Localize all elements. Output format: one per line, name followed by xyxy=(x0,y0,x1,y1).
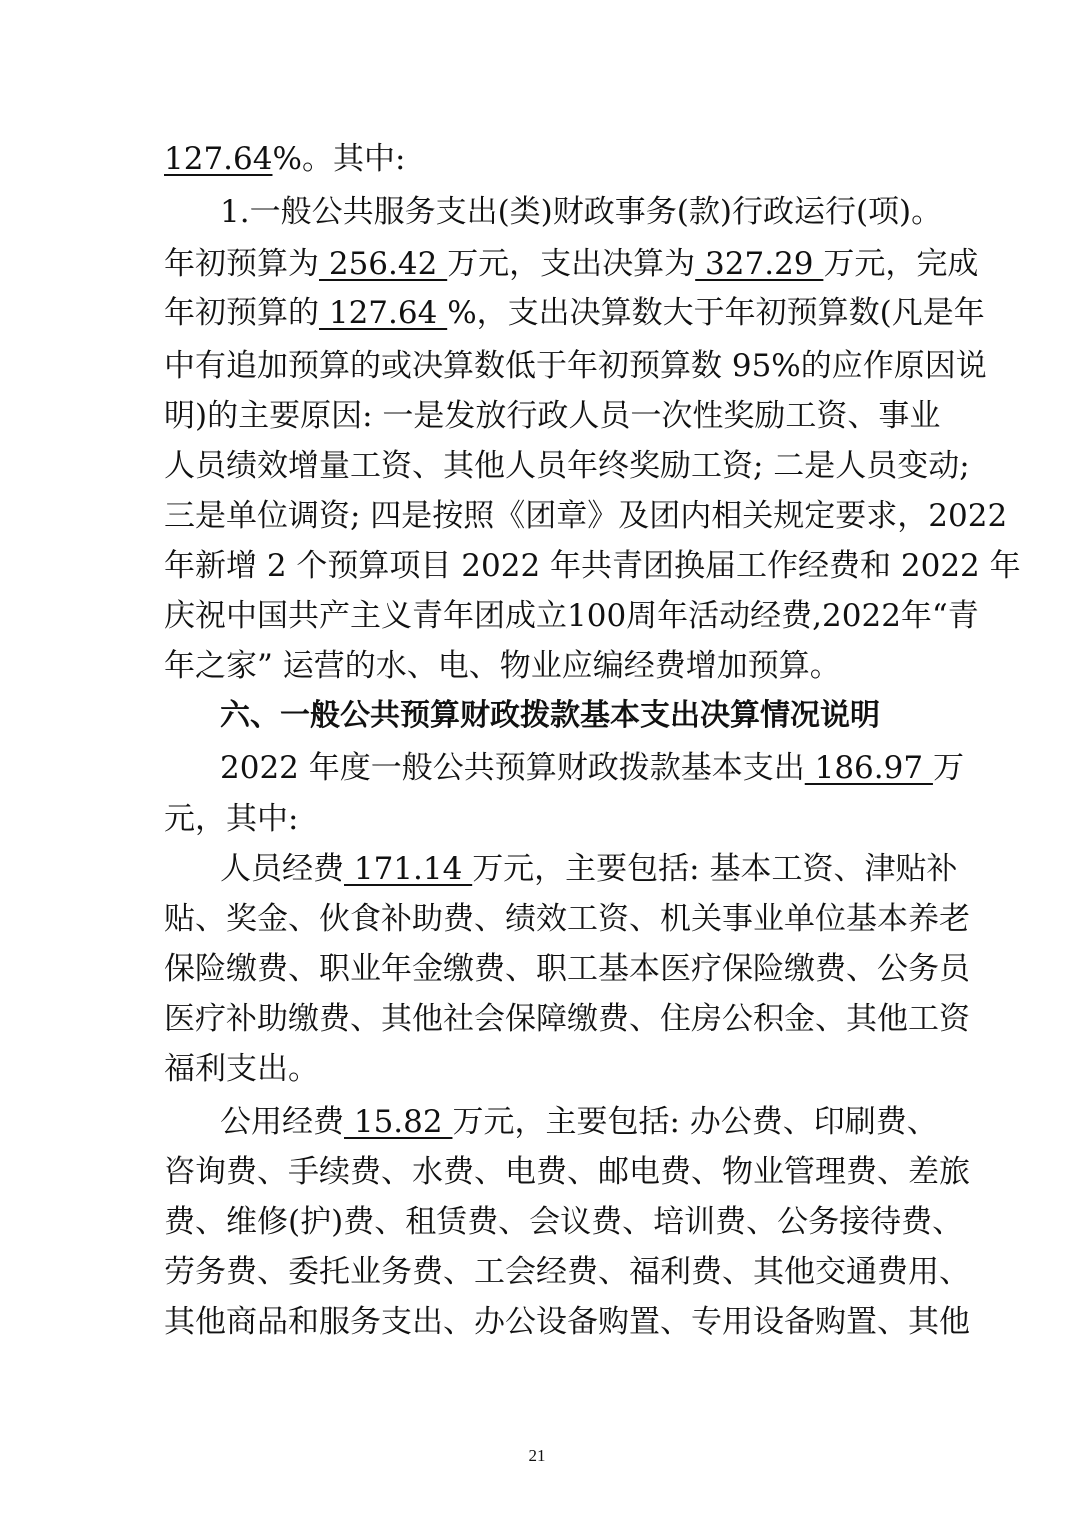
text-span: 公用经费 xyxy=(220,1104,344,1140)
text-line: 中有追加预算的或决算数低于年初预算数 95%的应作原因说 xyxy=(164,348,987,384)
amount-value: 256.42 xyxy=(319,246,448,282)
text-line: 元，其中: xyxy=(164,801,299,837)
text-line: 贴、奖金、伙食补助费、绩效工资、机关事业单位基本养老 xyxy=(164,901,970,937)
text-line xyxy=(164,287,985,339)
text-line: 年之家” 运营的水、电、物业应编经费增加预算。 xyxy=(164,648,841,684)
text-line: 明)的主要原因: 一是发放行政人员一次性奖励工资、事业 xyxy=(164,398,941,434)
text-span: 万元，完成 xyxy=(823,246,979,282)
page-number: 21 xyxy=(528,1446,546,1465)
text-line xyxy=(164,133,912,185)
text-line: 医疗补助缴费、其他社会保障缴费、住房公积金、其他工资 xyxy=(164,1001,970,1037)
text-span: %，支出决算数大于年初预算数(凡是年 xyxy=(447,295,985,331)
text-line: 人员绩效增量工资、其他人员年终奖励工资; 二是人员变动; xyxy=(164,448,970,484)
text-span: 年初预算为 xyxy=(164,246,319,282)
text-line: 其他商品和服务支出、办公设备购置、专用设备购置、其他 xyxy=(164,1304,970,1340)
amount-value: 127.64 xyxy=(164,141,273,177)
text-line: 福利支出。 xyxy=(164,1051,319,1087)
amount-value: 15.82 xyxy=(344,1104,453,1140)
amount-value: 186.97 xyxy=(804,750,933,786)
text-span: 万元，主要包括: 基本工资、津贴补 xyxy=(472,851,958,887)
text-span: 人员经费 xyxy=(220,851,344,887)
text-line: 咨询费、手续费、水费、电费、邮电费、物业管理费、差旅 xyxy=(164,1154,970,1190)
text-span: 2022 年度一般公共预算财政拨款基本支出 xyxy=(220,750,805,786)
amount-value: 127.64 xyxy=(319,295,448,331)
section-heading: 六、一般公共预算财政拨款基本支出决算情况说明 xyxy=(220,698,880,733)
text-line: 1.一般公共服务支出(类)财政事务(款)行政运行(项)。 xyxy=(220,194,943,230)
text-line xyxy=(220,843,958,895)
text-line xyxy=(220,742,964,794)
text-line xyxy=(220,1096,938,1148)
text-span: 万元，支出决算为 xyxy=(447,246,696,282)
text-line: 庆祝中国共产主义青年团成立100周年活动经费,2022年“青 xyxy=(164,598,979,634)
amount-value: 171.14 xyxy=(344,851,473,887)
text-line: 劳务费、委托业务费、工会经费、福利费、其他交通费用、 xyxy=(164,1254,970,1290)
text-line: 年新增 2 个预算项目 2022 年共青团换届工作经费和 2022 年 xyxy=(164,548,1021,584)
text-span: 年初预算的 xyxy=(164,295,319,331)
text-span: %。其中: xyxy=(272,141,406,177)
text-line: 保险缴费、职业年金缴费、职工基本医疗保险缴费、公务员 xyxy=(164,951,970,987)
text-span: 万元，主要包括: 办公费、印刷费、 xyxy=(452,1104,938,1140)
text-span: 万 xyxy=(932,750,964,786)
text-line xyxy=(164,238,979,290)
text-line: 费、维修(护)费、租赁费、会议费、培训费、公务接待费、 xyxy=(164,1204,964,1240)
text-line: 三是单位调资; 四是按照《团章》及团内相关规定要求，2022 xyxy=(164,498,1008,534)
amount-value: 327.29 xyxy=(695,246,824,282)
